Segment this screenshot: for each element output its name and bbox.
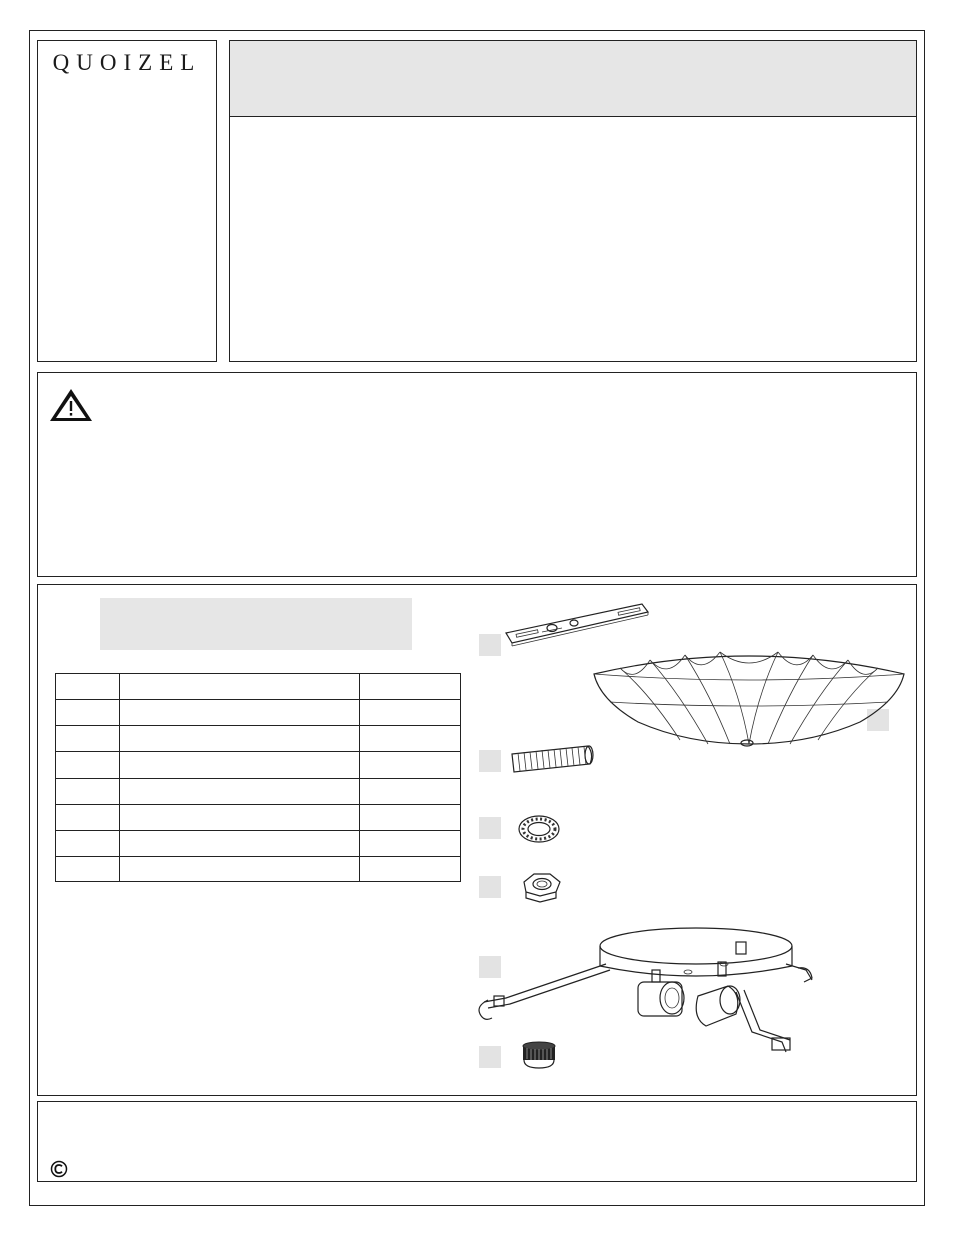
star-washer-illustration bbox=[514, 812, 564, 846]
finial-knob-illustration bbox=[519, 1038, 559, 1072]
table-row-divider bbox=[56, 778, 460, 779]
table-row-divider bbox=[56, 699, 460, 700]
parts-heading-band bbox=[100, 598, 412, 650]
parts-table bbox=[55, 673, 461, 882]
brand-logo: QUOIZEL bbox=[52, 50, 202, 75]
table-row-divider bbox=[56, 856, 460, 857]
part-marker bbox=[479, 876, 501, 898]
brand-panel bbox=[37, 40, 217, 362]
part-marker bbox=[479, 634, 501, 656]
table-row-divider bbox=[56, 751, 460, 752]
title-band bbox=[230, 41, 916, 117]
warning-triangle-icon bbox=[49, 388, 93, 422]
table-row-divider bbox=[56, 830, 460, 831]
hex-nut-illustration bbox=[516, 868, 566, 906]
glass-bowl-illustration bbox=[590, 644, 908, 748]
table-row-divider bbox=[56, 725, 460, 726]
threaded-rod-illustration bbox=[508, 742, 596, 776]
copyright-icon bbox=[50, 1160, 68, 1178]
table-row-divider bbox=[56, 804, 460, 805]
footer-panel bbox=[37, 1101, 917, 1182]
warning-panel bbox=[37, 372, 917, 577]
part-marker bbox=[479, 817, 501, 839]
part-marker bbox=[479, 750, 501, 772]
mounting-strap-illustration bbox=[502, 598, 652, 650]
